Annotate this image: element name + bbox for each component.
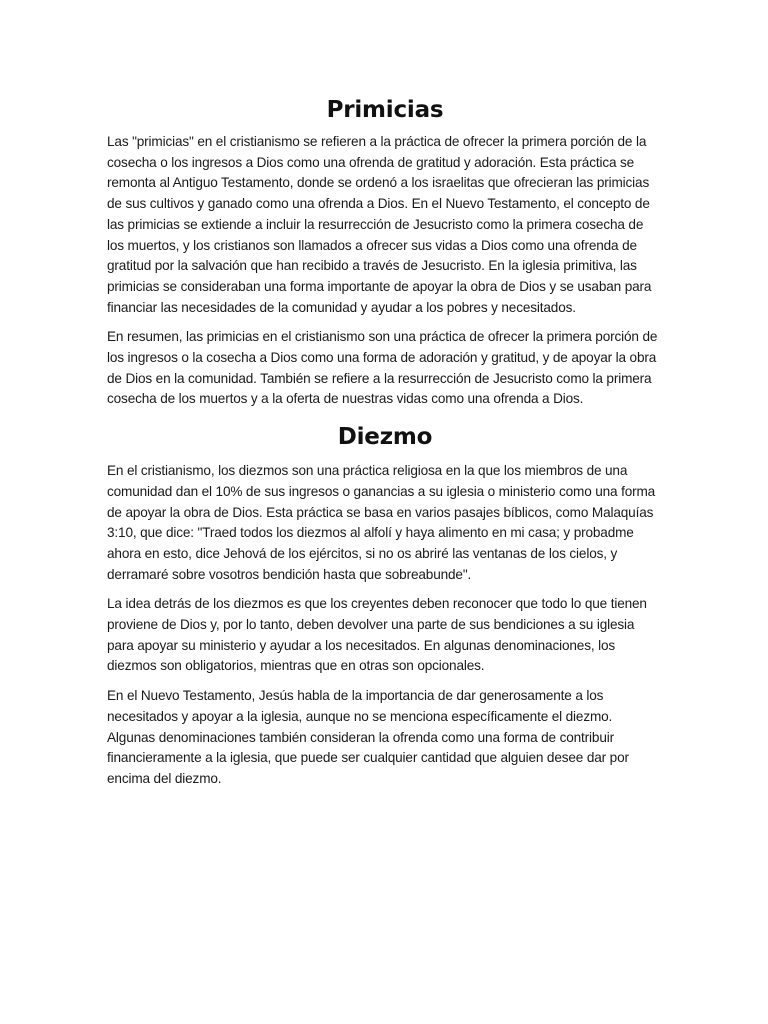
paragraph-diezmo-1: En el cristianismo, los diezmos son una práctica religiosa en la que los miembros de una comunidad dan el 10% de sus ingresos o ganancias a su iglesia o ministerio como una forma de apoyar la obra de Dios. Esta práctica se basa en varios pasajes bíblicos, como Malaquías 3:10, que dice: "Traed todos los diezmos al alfolí y haya alimento en mi casa; y probadme ahora en esto, dice Jehová de los ejércitos, si no os abriré las ventanas de los cielos, y derramaré sobre vosotros bendición hasta que sobreabunde".	[107, 463, 656, 582]
paragraph-primicias-1: Las "primicias" en el cristianismo se refieren a la práctica de ofrecer la primera porción de la cosecha o los ingresos a Dios como una ofrenda de gratitud y adoración. Esta práctica se remonta al Antiguo Testamento, donde se ordenó a los israelitas que ofrecieran las primicias de sus cultivos y ganado como una ofrenda a Dios. En el Nuevo Testamento, el concepto de las primicias se extiende a incluir la resurrección de Jesucristo como la primera cosecha de los muertos, y los cristianos son llamados a ofrecer sus vidas a Dios como una ofrenda de gratitud por la salvación que han recibido a través de Jesucristo. En la iglesia primitiva, las primicias se consideraban una forma importante de apoyar la obra de Dios y se usaban para financiar las necesidades de la comunidad y ayudar a los pobres y necesitados.	[107, 134, 652, 315]
section-title-diezmo: Diezmo	[337, 424, 433, 451]
section-title-primicias: Primicias	[326, 97, 444, 123]
paragraph-diezmo-2: La idea detrás de los diezmos es que los creyentes deben reconocer que todo lo que tienen proviene de Dios y, por lo tanto, deben devolver una parte de sus bendiciones a su iglesia para apoyar su ministerio y ayudar a los necesitados. En algunas denominaciones, los diezmos son obligatorios, mientras que en otras son opcionales.	[107, 596, 647, 674]
paragraph-primicias-2: En resumen, las primicias en el cristianismo son una práctica de ofrecer la primera porción de los ingresos o la cosecha a Dios como una forma de adoración y gratitud, y de apoyar la obra de Dios en la comunidad. También se refiere a la resurrección de Jesucristo como la primera cosecha de los muertos y a la oferta de nuestras vidas como una ofrenda a Dios.	[107, 329, 658, 407]
paragraph-diezmo-3: En el Nuevo Testamento, Jesús habla de la importancia de dar generosamente a los necesitados y apoyar a la iglesia, aunque no se menciona específicamente el diezmo. Algunas denominaciones también consideran la ofrenda como una forma de contribuir financieramente a la iglesia, que puede ser cualquier cantidad que alguien desee dar por encima del diezmo.	[107, 688, 629, 786]
document-body	[107, 92, 663, 799]
